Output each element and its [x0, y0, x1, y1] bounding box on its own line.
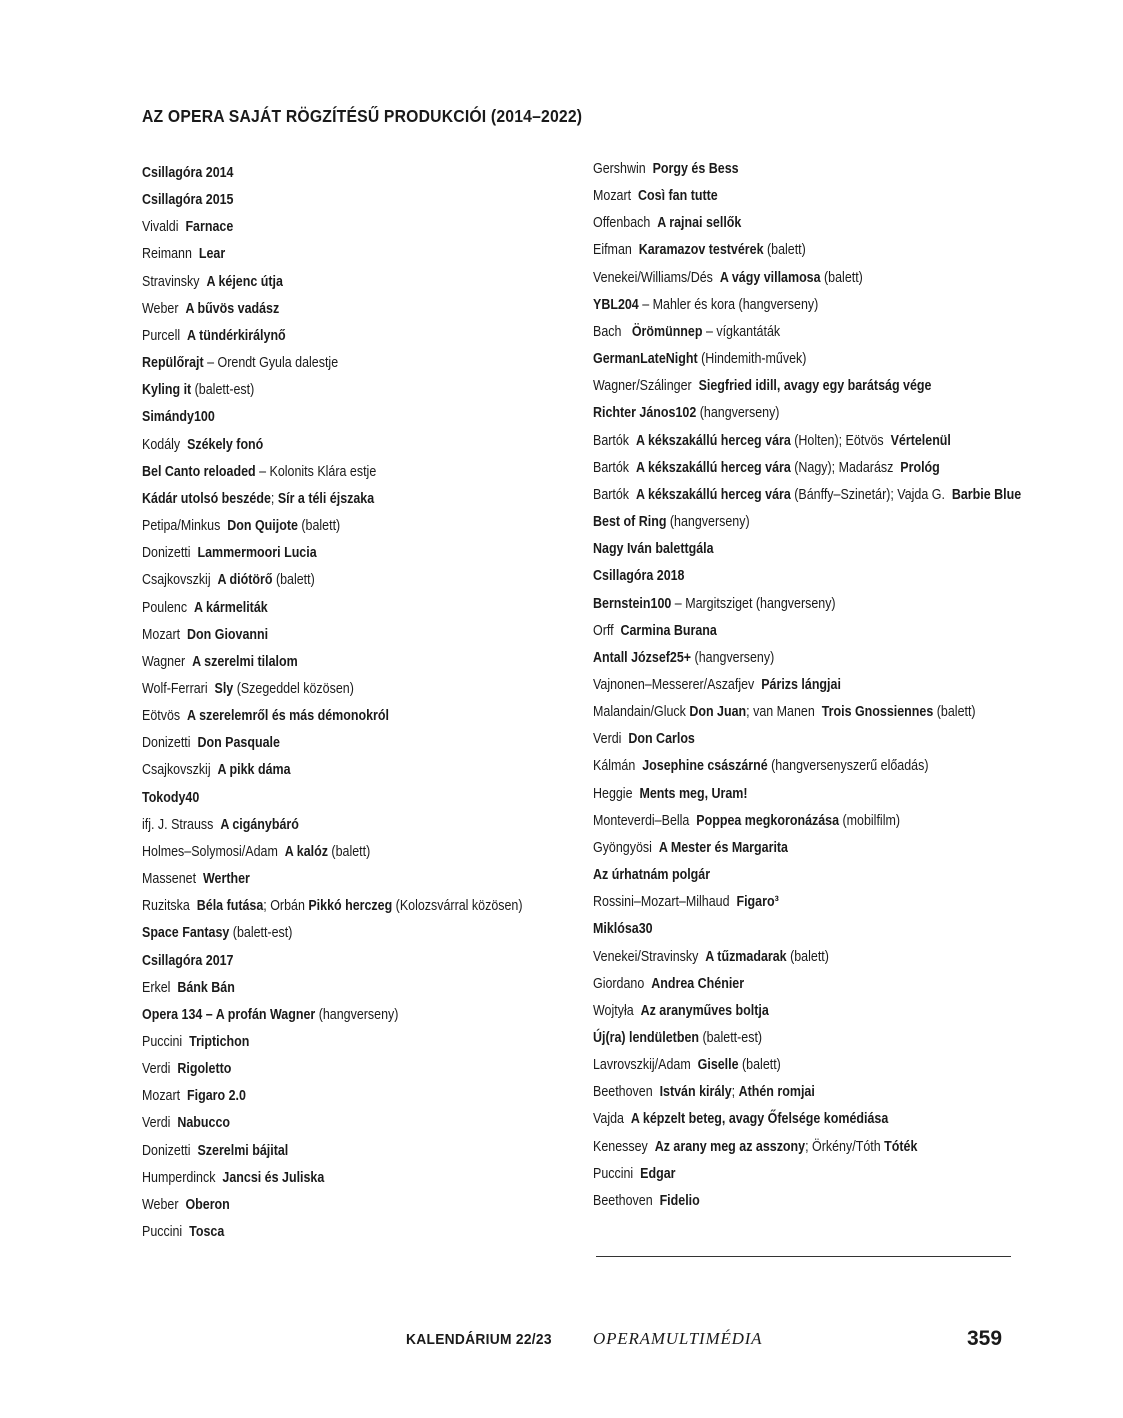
production-note: Stravinsky	[142, 273, 207, 290]
production-entry	[593, 183, 1021, 210]
production-entry	[142, 404, 523, 431]
production-note: ifj. J. Strauss	[142, 816, 221, 833]
production-note: – Mahler és kora (hangverseny)	[638, 296, 819, 313]
production-title: Rigoletto	[177, 1061, 232, 1078]
page-number: 359	[967, 1327, 1003, 1350]
production-note: Venekei/Williams/Dés	[593, 269, 720, 286]
production-entry	[142, 785, 523, 812]
production-entry	[593, 1161, 1021, 1188]
production-entry	[593, 1052, 1021, 1079]
production-note: Wolf-Ferrari	[142, 680, 215, 697]
production-entry	[593, 998, 1021, 1025]
production-note: Csajkovszkij	[142, 572, 218, 589]
production-title: Nagy Iván balettgála	[593, 541, 714, 558]
production-note: (balett)	[786, 948, 829, 965]
production-title: Giselle	[697, 1057, 739, 1074]
production-entry	[142, 622, 523, 649]
production-entry	[142, 160, 523, 187]
production-entry	[593, 536, 1021, 563]
production-note: Puccini	[593, 1165, 641, 1182]
production-entry	[142, 893, 523, 920]
production-title: A kékszakállú herceg vára	[635, 486, 791, 503]
production-note: Poulenc	[142, 599, 195, 616]
production-entry	[593, 509, 1021, 536]
production-note: – vígkantáták	[702, 323, 781, 340]
production-note: Verdi	[142, 1115, 178, 1132]
production-note: Mozart	[142, 626, 188, 643]
production-note: (balett)	[327, 843, 371, 860]
production-note: Puccini	[142, 1034, 190, 1050]
production-note: Donizetti	[142, 1142, 198, 1159]
production-entry	[142, 214, 523, 241]
production-note: (hangversenyszerű előadás)	[767, 758, 929, 775]
production-note: Venekei/Stravinsky	[593, 948, 706, 965]
production-title: Prológ	[900, 459, 940, 476]
production-note: – Margitsziget (hangverseny)	[671, 595, 836, 612]
production-note: (balett-est)	[191, 382, 255, 399]
production-note: Ruzitska	[142, 898, 197, 915]
production-title: A szerelmi tilalom	[192, 653, 298, 670]
production-title: Nabucco	[177, 1115, 231, 1132]
production-title: Andrea Chénier	[651, 975, 745, 992]
production-title: Triptichon	[189, 1034, 250, 1050]
production-title: Figaro³	[736, 894, 779, 911]
production-note: Bach	[593, 323, 629, 340]
production-title: A vágy villamosa	[719, 269, 821, 286]
production-entry	[142, 595, 523, 622]
production-note: Weber	[142, 1196, 186, 1213]
production-title: Bernstein100	[593, 595, 672, 612]
production-title: Poppea megkoronázása	[696, 812, 840, 829]
production-title: Sír a téli éjszaka	[277, 490, 375, 507]
production-title: Così fan tutte	[638, 188, 718, 205]
production-title: A szerelemről és más démonokról	[187, 708, 389, 725]
production-note: Erkel	[142, 979, 178, 996]
production-note: (balett-est)	[699, 1030, 763, 1046]
production-entry	[593, 346, 1021, 373]
production-note: Vivaldi	[142, 219, 186, 236]
production-note: Wojtyła	[593, 1002, 641, 1019]
production-entry	[593, 699, 1021, 726]
production-title: Szerelmi bájital	[197, 1142, 289, 1159]
production-title: A tűzmadarak	[705, 948, 787, 965]
production-entry	[593, 889, 1021, 916]
production-note: (balett)	[272, 572, 315, 589]
production-title: Bel Canto reloaded	[142, 463, 256, 480]
production-note: Vajnonen–Messerer/Aszafjev	[593, 676, 762, 693]
production-note: Bartók	[593, 432, 636, 449]
production-note: ; Orbán	[263, 898, 309, 915]
production-note: ;	[270, 490, 278, 507]
production-entry	[142, 1002, 523, 1029]
production-entry	[142, 1138, 523, 1165]
production-entry	[142, 513, 523, 540]
production-entry	[593, 862, 1021, 889]
production-entry	[142, 1029, 523, 1056]
production-note: Donizetti	[142, 545, 198, 562]
production-note: (hangverseny)	[691, 649, 775, 666]
production-title: A kéjenc útja	[206, 273, 283, 290]
production-entry	[593, 916, 1021, 943]
production-entry	[142, 1165, 523, 1192]
production-entry	[593, 319, 1021, 346]
production-title: Tosca	[189, 1224, 225, 1241]
production-entry	[142, 486, 523, 513]
production-title: A kékszakállú herceg vára	[635, 459, 791, 476]
production-entry	[593, 944, 1021, 971]
production-entry	[142, 839, 523, 866]
production-entry	[142, 812, 523, 839]
production-entry	[593, 672, 1021, 699]
production-note: (balett)	[738, 1057, 781, 1074]
production-entry	[142, 920, 523, 947]
production-entry	[593, 482, 1021, 509]
production-entry	[142, 730, 523, 757]
production-note: ; Örkény/Tóth	[805, 1138, 885, 1155]
production-note: (balett)	[820, 269, 863, 286]
production-entry	[593, 618, 1021, 645]
production-entry	[142, 241, 523, 268]
footer-divider	[596, 1256, 1011, 1257]
production-title: A képzelt beteg, avagy Őfelsége komédiása	[630, 1111, 889, 1128]
production-title: Csillagóra 2018	[593, 568, 685, 585]
production-title: Repülőrajt	[142, 355, 204, 372]
production-title: Karamazov testvérek	[638, 242, 764, 259]
production-note: Reimann	[142, 246, 199, 263]
production-note: (balett)	[933, 704, 976, 721]
production-list-left	[142, 160, 584, 1246]
production-entry	[593, 237, 1021, 264]
production-entry	[142, 269, 523, 296]
production-note: (mobilfilm)	[839, 812, 901, 829]
production-note: – Kolonits Klára estje	[255, 463, 377, 480]
production-entry	[593, 1188, 1021, 1215]
production-title: Porgy és Bess	[652, 161, 739, 177]
production-title: GermanLateNight	[593, 351, 698, 368]
production-entry	[142, 377, 523, 404]
production-note: Heggie	[593, 785, 640, 802]
production-title: Lammermoori Lucia	[197, 545, 317, 562]
production-note: (Holten); Eötvös	[790, 432, 891, 449]
production-note: Giordano	[593, 975, 652, 992]
production-entry	[142, 649, 523, 676]
production-title: A rajnai sellők	[657, 215, 742, 232]
production-note: Mozart	[593, 188, 639, 205]
production-note: Bartók	[593, 459, 636, 476]
production-entry	[593, 1025, 1021, 1052]
production-note: Kenessey	[593, 1138, 655, 1155]
production-title: Lear	[198, 246, 226, 263]
production-entry	[142, 567, 523, 594]
production-title: A Mester és Margarita	[658, 839, 789, 856]
production-note: Wagner/Szálinger	[593, 378, 699, 395]
production-note: Eifman	[593, 242, 639, 259]
production-note: Petipa/Minkus	[142, 518, 228, 535]
production-title: Don Carlos	[628, 731, 695, 748]
production-title: Werther	[202, 871, 250, 888]
production-note: (balett)	[297, 518, 341, 535]
production-note: Holmes–Solymosi/Adam	[142, 843, 285, 860]
production-title: A cigánybáró	[220, 816, 299, 833]
production-title: Trois Gnossiennes	[821, 704, 934, 721]
production-entry	[142, 432, 523, 459]
production-entry	[142, 1083, 523, 1110]
production-note: Mozart	[142, 1088, 188, 1105]
production-entry	[142, 1056, 523, 1083]
production-entry	[593, 156, 1021, 183]
production-list-right	[593, 156, 1091, 1215]
production-note: (Nagy); Madarász	[790, 459, 901, 476]
production-entry	[142, 703, 523, 730]
production-note: Kodály	[142, 436, 188, 453]
production-entry	[593, 971, 1021, 998]
production-note: Csajkovszkij	[142, 762, 218, 779]
production-entry	[593, 210, 1021, 237]
production-entry	[142, 323, 523, 350]
production-title: Csillagóra 2014	[142, 165, 234, 181]
production-title: Athén romjai	[738, 1084, 815, 1101]
production-note: Donizetti	[142, 735, 198, 752]
production-note: Offenbach	[593, 215, 658, 232]
production-note: Kálmán	[593, 758, 643, 775]
production-title: Don Quijote	[227, 518, 298, 535]
production-entry	[593, 835, 1021, 862]
production-title: Richter János102	[593, 405, 697, 422]
production-entry	[142, 1192, 523, 1219]
production-note: Eötvös	[142, 708, 188, 725]
production-entry	[593, 645, 1021, 672]
production-title: A pikk dáma	[217, 762, 291, 779]
page-title: AZ OPERA SAJÁT RÖGZÍTÉSŰ PRODUKCIÓI (2014–2022)	[142, 106, 583, 126]
production-note: Humperdinck	[142, 1169, 223, 1186]
production-note: Massenet	[142, 871, 203, 888]
production-title: A kármeliták	[194, 599, 268, 616]
production-title: Josephine császárné	[642, 758, 768, 775]
production-title: Székely fonó	[187, 436, 264, 453]
production-note: Malandain/Gluck	[593, 704, 690, 721]
production-title: Ments meg, Uram!	[639, 785, 748, 802]
production-entry	[142, 459, 523, 486]
production-title: István király	[659, 1084, 732, 1101]
production-entry	[593, 808, 1021, 835]
production-entry	[593, 1106, 1021, 1133]
production-note: Beethoven	[593, 1084, 660, 1101]
production-note: Gyöngyösi	[593, 839, 659, 856]
production-entry	[142, 757, 523, 784]
production-note: Rossini–Mozart–Milhaud	[593, 894, 737, 911]
production-entry	[142, 676, 523, 703]
production-title: Béla futása	[196, 898, 264, 915]
production-note: (hangverseny)	[315, 1006, 399, 1023]
footer-publication: KALENDÁRIUM 22/23	[406, 1331, 552, 1348]
production-title: Opera 134 – A profán Wagner	[142, 1006, 316, 1023]
production-title: Space Fantasy	[142, 925, 230, 942]
production-title: Új(ra) lendületben	[593, 1030, 700, 1046]
production-entry	[142, 948, 523, 975]
production-note: (balett)	[763, 242, 806, 259]
production-title: A kékszakállú herceg vára	[635, 432, 791, 449]
production-title: Figaro 2.0	[187, 1088, 246, 1105]
production-title: Tóték	[884, 1138, 918, 1155]
production-title: Az aranyműves boltja	[640, 1002, 769, 1019]
production-entry	[593, 428, 1021, 455]
production-entry	[593, 265, 1021, 292]
production-title: Fidelio	[659, 1192, 700, 1209]
production-note: Puccini	[142, 1224, 190, 1241]
production-note: Wagner	[142, 653, 193, 670]
production-title: Carmina Burana	[620, 622, 717, 639]
production-note: (Kolozsvárral közösen)	[392, 898, 523, 915]
footer-section: OPERAMULTIMÉDIA	[593, 1329, 763, 1348]
production-title: Csillagóra 2015	[142, 192, 234, 209]
production-title: A kalóz	[284, 843, 328, 860]
production-title: Kyling it	[142, 382, 192, 399]
production-title: A diótörő	[217, 572, 273, 589]
production-title: Edgar	[640, 1165, 676, 1182]
production-note: Gershwin	[593, 161, 653, 177]
production-note: Beethoven	[593, 1192, 660, 1209]
production-note: (Bánffy–Szinetár); Vajda G.	[790, 486, 952, 503]
production-title: Vértelenül	[890, 432, 951, 449]
production-title: Simándy100	[142, 409, 215, 426]
production-title: Don Juan	[689, 704, 747, 721]
production-title: Kádár utolsó beszéde	[142, 490, 271, 507]
production-title: YBL204	[593, 296, 639, 313]
production-note: Lavrovszkij/Adam	[593, 1057, 698, 1074]
production-title: Best of Ring	[593, 514, 667, 531]
production-note: (Hindemith-művek)	[697, 351, 807, 368]
production-entry	[142, 187, 523, 214]
production-title: Jancsi és Juliska	[222, 1169, 325, 1186]
production-title: Sly	[214, 680, 234, 697]
production-entry	[593, 1079, 1021, 1106]
production-entry	[593, 753, 1021, 780]
production-title: Antall József25+	[593, 649, 692, 666]
production-entry	[142, 1219, 523, 1246]
production-note: (hangverseny)	[696, 405, 780, 422]
production-note: ; van Manen	[746, 704, 822, 721]
production-note: Bartók	[593, 486, 636, 503]
production-entry	[593, 591, 1021, 618]
production-title: Miklósa30	[593, 921, 653, 938]
production-entry	[593, 563, 1021, 590]
production-title: Az arany meg az asszony	[654, 1138, 806, 1155]
production-note: Verdi	[142, 1061, 178, 1078]
production-entry	[593, 726, 1021, 753]
production-entry	[142, 350, 523, 377]
production-note: ;	[731, 1084, 739, 1101]
production-note: (hangverseny)	[666, 514, 750, 531]
production-title: Örömünnep	[628, 323, 703, 340]
production-title: Don Pasquale	[197, 735, 280, 752]
production-note: Vajda	[593, 1111, 631, 1128]
production-title: A tündérkirálynő	[187, 327, 286, 344]
production-entry	[593, 400, 1021, 427]
production-title: Farnace	[185, 219, 234, 236]
production-note: (Szegeddel közösen)	[233, 680, 354, 697]
production-title: Oberon	[185, 1196, 230, 1213]
production-note: – Orendt Gyula dalestje	[203, 355, 339, 372]
production-note: Weber	[142, 300, 186, 317]
production-title: Pikkó herczeg	[308, 898, 393, 915]
production-title: Barbie Blue	[951, 486, 1022, 503]
production-entry	[593, 292, 1021, 319]
production-title: Az úrhatnám polgár	[593, 867, 711, 884]
production-entry	[142, 975, 523, 1002]
production-title: Csillagóra 2017	[142, 952, 234, 969]
production-entry	[142, 540, 523, 567]
production-entry	[142, 866, 523, 893]
production-entry	[142, 296, 523, 323]
production-note: Monteverdi–Bella	[593, 812, 697, 829]
production-entry	[593, 1134, 1021, 1161]
production-title: Párizs lángjai	[761, 676, 841, 693]
production-title: A bűvös vadász	[185, 300, 280, 317]
production-entry	[593, 373, 1021, 400]
production-title: Don Giovanni	[187, 626, 269, 643]
production-note: Purcell	[142, 327, 188, 344]
production-title: Siegfried idill, avagy egy barátság vége	[698, 378, 932, 395]
production-note: (balett-est)	[229, 925, 293, 942]
production-entry	[142, 1110, 523, 1137]
production-note: Verdi	[593, 731, 629, 748]
production-note: Orff	[593, 622, 621, 639]
production-entry	[593, 455, 1021, 482]
production-title: Bánk Bán	[177, 979, 235, 996]
production-entry	[593, 781, 1021, 808]
production-title: Tokody40	[142, 789, 200, 806]
